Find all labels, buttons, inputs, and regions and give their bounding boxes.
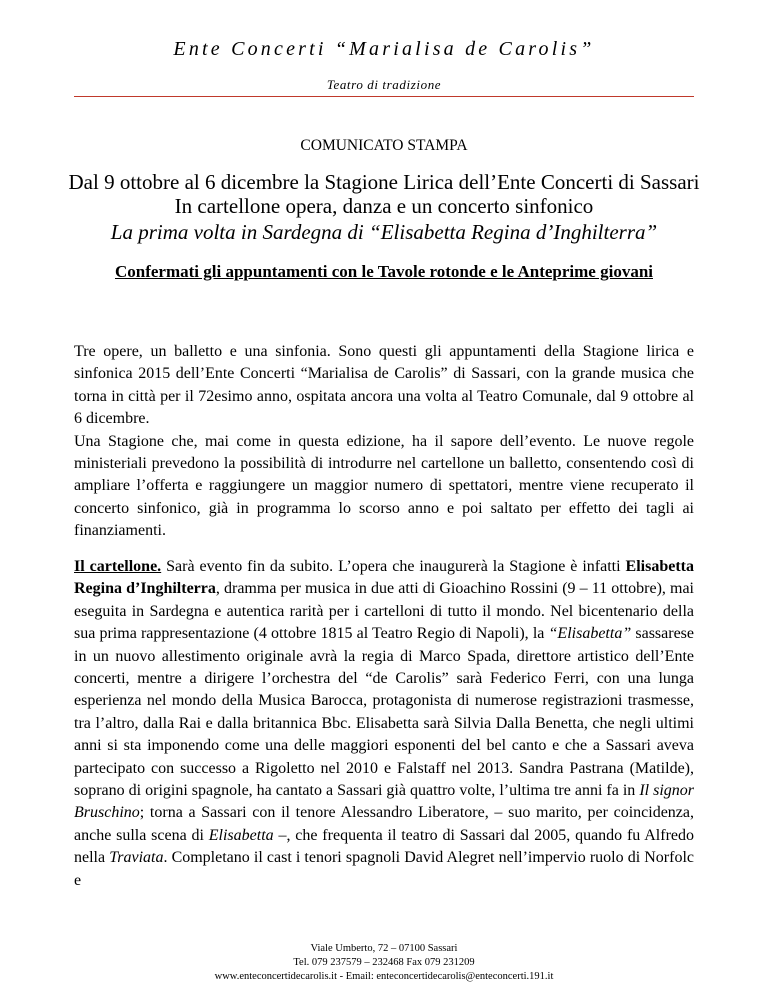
- cartellone-section: [74, 556, 694, 892]
- footer-contacts: [0, 942, 768, 984]
- text-run: sassarese in un nuovo allestimento originale avrà la regia di Marco Spada, direttore artistico dell’Ente concerti, mentre a dirigere l’orchestra del “de Carolis” sarà Federico Ferri, con una lunga esperienza nel mondo della Musica Barocca, protagonista di numerose registrazioni trasmesse, tra l’altro, dalla Rai e dalla britannica Bbc. Elisabetta sarà Silvia Dalla Benetta, che negli ultimi anni si sta imponendo come una delle maggiori esponenti del bel canto e che a Sassari aveva partecipato con successo a Rigoletto nel 2010 e Falstaff nel 2013. Sandra Pastrana (Matilde), soprano di origini spagnole, ha cantato a Sassari già quattro volte, l’ultima tre anni fa in: [74, 625, 695, 800]
- opera-title: Elisabetta Regina d’Inghilterra: [74, 558, 694, 598]
- press-release-label: COMUNICATO STAMPA: [300, 137, 468, 154]
- text-run: ; torna a Sassari con il tenore Alessandro Liberatore, – suo marito, per coincidenza, anche sulla scena di: [74, 804, 694, 844]
- paragraph-cartellone: [74, 556, 694, 892]
- headline-line-2: In cartellone opera, danza e un concerto sinfonico: [174, 194, 594, 218]
- footer-address: Viale Umberto, 72 – 07100 Sassari: [310, 943, 458, 954]
- subheadline: Confermati gli appuntamenti con le Tavole rotonde e le Anteprime giovani: [114, 262, 653, 281]
- paragraph-intro: Tre opere, un balletto e una sinfonia. Sono questi gli appuntamenti della Stagione lirica e sinfonica 2015 dell’Ente Concerti “Marialisa de Carolis” di Sassari, con la grande musica che torna in città per il 72esimo anno, ospitata ancora una volta al Teatro Comunale, dal 9 ottobre al 6 dicembre.: [74, 343, 694, 428]
- organization-name: Ente Concerti “Marialisa de Carolis”: [173, 38, 595, 60]
- opera-reference-bruschino: Il signor Bruschino: [74, 782, 694, 822]
- text-run: Sarà evento fin da subito. L’opera che inaugurerà la Stagione è infatti: [161, 558, 626, 575]
- body-text: [74, 341, 694, 543]
- text-run: –, che frequenta il teatro di Sassari dal 2005, quando fu Alfredo nella: [74, 826, 694, 867]
- paragraph-season: Una Stagione che, mai come in questa edizione, ha il sapore dell’evento. Le nuove regole ministeriali prevedono la possibilità di introdurre nel cartellone un balletto, consentendo così di ampliare l’offerta e raggiungere un maggior numero di spettatori, mentre viene recuperato il concerto sinfonico, già in programma lo scorso anno e poi saltato per effetto dei tagli ai finanziamenti.: [74, 432, 694, 540]
- headline-line-1: Dal 9 ottobre al 6 dicembre la Stagione Lirica dell’Ente Concerti di Sassari: [68, 170, 700, 194]
- footer-phone: Tel. 079 237579 – 232468 Fax 079 231209: [293, 957, 475, 968]
- footer-web-email: www.enteconcertidecarolis.it - Email: enteconcertidecarolis@enteconcerti.191.it: [214, 971, 554, 982]
- opera-short-title: “Elisabetta”: [548, 625, 632, 643]
- organization-subtitle: Teatro di tradizione: [326, 77, 442, 92]
- section-heading-cartellone: Il cartellone.: [74, 558, 162, 575]
- text-run: , dramma per musica in due atti di Gioachino Rossini (9 – 11 ottobre), mai eseguita in Sardegna e autentica rarità per i cartelloni di tutto il mondo. Nel bicentenario della sua prima rappresentazione (4 ottobre 1815 al Teatro Regio di Napoli), la: [74, 580, 695, 643]
- headline-line-3: La prima volta in Sardegna di “Elisabetta Regina d’Inghilterra”: [110, 220, 658, 244]
- opera-reference-elisabetta: Elisabetta: [208, 826, 274, 844]
- text-run: . Completano il cast i tenori spagnoli David Alegret nell’impervio ruolo di Norfolc e: [74, 849, 695, 889]
- header-divider: [74, 96, 694, 97]
- opera-reference-traviata: Traviata: [109, 849, 164, 867]
